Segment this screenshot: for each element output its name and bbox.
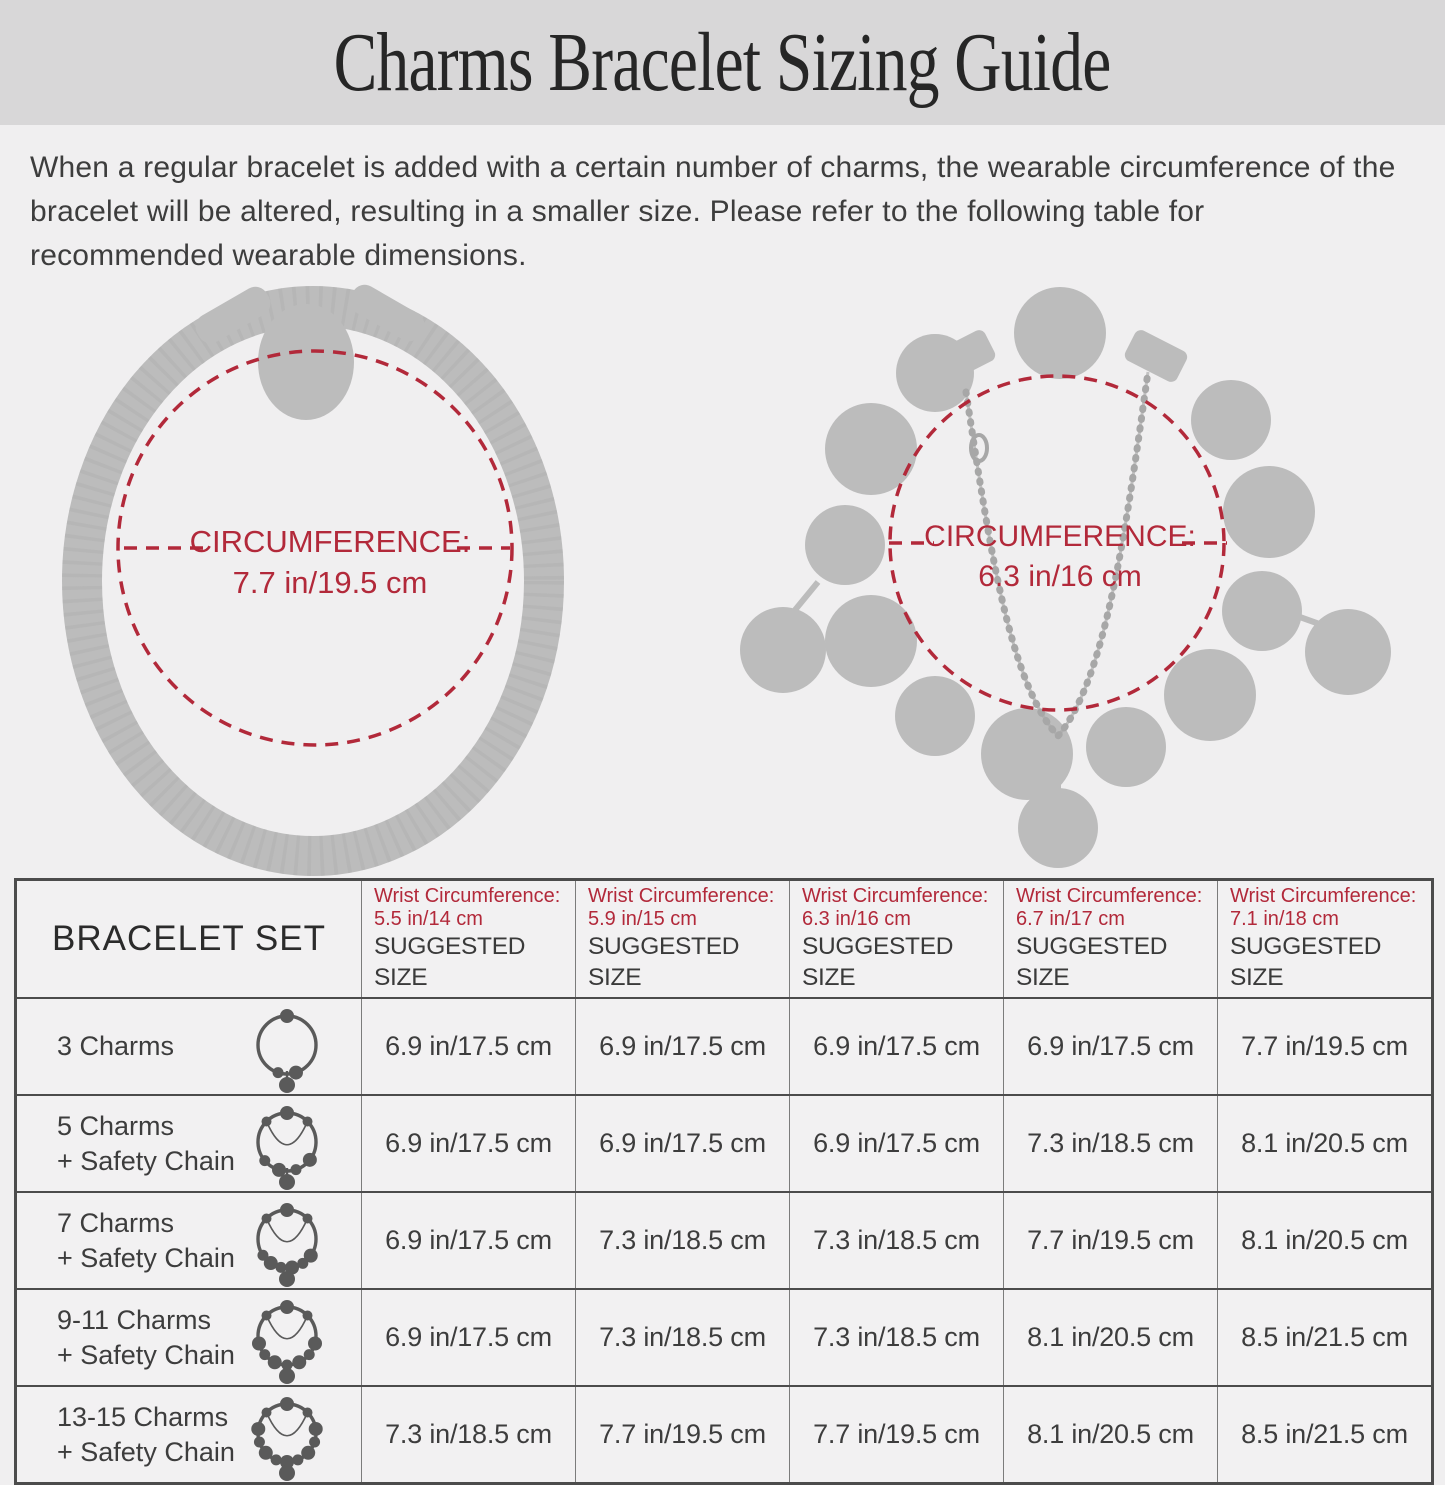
suggested-size-cell: 6.9 in/17.5 cm	[576, 998, 790, 1095]
wrist-circumference-value: 5.5 in/14 cm	[374, 908, 483, 930]
suggested-size-label: SUGGESTED SIZE	[1230, 933, 1382, 991]
suggested-size-cell: 6.9 in/17.5 cm	[362, 1095, 576, 1192]
wrist-circumference-label: Wrist Circumference:	[588, 885, 775, 907]
bracelet-set-cell	[16, 998, 362, 1095]
suggested-size-cell: 8.5 in/21.5 cm	[1218, 1386, 1433, 1484]
suggested-size-cell: 7.3 in/18.5 cm	[576, 1192, 790, 1289]
charm-bracelet-diagram	[740, 287, 1391, 868]
bracelet-set-icon	[240, 999, 335, 1094]
suggested-size-cell: 8.1 in/20.5 cm	[1004, 1386, 1218, 1484]
wrist-circumference-value: 7.1 in/18 cm	[1230, 908, 1339, 930]
suggested-size-cell: 8.1 in/20.5 cm	[1004, 1289, 1218, 1386]
suggested-size-cell: 6.9 in/17.5 cm	[1004, 998, 1218, 1095]
suggested-size-cell: 7.3 in/18.5 cm	[576, 1289, 790, 1386]
suggested-size-cell: 7.3 in/18.5 cm	[362, 1386, 576, 1484]
plain-bracelet-diagram	[82, 280, 544, 856]
suggested-size-label: SUGGESTED SIZE	[1016, 933, 1168, 991]
table-row	[16, 1192, 1433, 1289]
suggested-size-label: SUGGESTED SIZE	[374, 933, 526, 991]
suggested-size-cell: 7.3 in/18.5 cm	[790, 1289, 1004, 1386]
row-label: 5 Charms + Safety Chain	[57, 1110, 235, 1176]
table-row	[16, 1095, 1433, 1192]
bracelet-set-cell	[16, 1095, 362, 1192]
circumference-label: CIRCUMFERENCE:	[924, 520, 1196, 553]
suggested-size-cell: 6.9 in/17.5 cm	[362, 998, 576, 1095]
bracelet-clasp	[258, 304, 354, 420]
bracelet-set-header: BRACELET SET	[16, 880, 362, 999]
wrist-circumference-label: Wrist Circumference:	[374, 885, 561, 907]
table-row	[16, 998, 1433, 1095]
suggested-size-cell: 6.9 in/17.5 cm	[362, 1289, 576, 1386]
title-strip	[0, 0, 1445, 125]
suggested-size-label: SUGGESTED SIZE	[802, 933, 954, 991]
suggested-size-cell: 7.7 in/19.5 cm	[1218, 998, 1433, 1095]
bracelet-set-icon	[240, 1387, 335, 1482]
wrist-circumference-value: 6.3 in/16 cm	[802, 908, 911, 930]
bracelet-set-cell	[16, 1386, 362, 1484]
suggested-size-cell: 6.9 in/17.5 cm	[576, 1095, 790, 1192]
table-row	[16, 1386, 1433, 1484]
circumference-value: 6.3 in/16 cm	[978, 560, 1142, 593]
row-label: 9-11 Charms + Safety Chain	[57, 1304, 235, 1370]
suggested-size-cell: 6.9 in/17.5 cm	[362, 1192, 576, 1289]
bracelet-diagrams	[0, 280, 1445, 878]
suggested-size-cell: 7.7 in/19.5 cm	[1004, 1192, 1218, 1289]
wrist-circumference-header	[790, 880, 1004, 999]
sizing-table	[14, 878, 1434, 1485]
bracelet-set-cell	[16, 1289, 362, 1386]
suggested-size-cell: 8.5 in/21.5 cm	[1218, 1289, 1433, 1386]
suggested-size-cell: 7.3 in/18.5 cm	[1004, 1095, 1218, 1192]
row-label: 3 Charms	[57, 1031, 175, 1061]
suggested-size-cell: 6.9 in/17.5 cm	[790, 1095, 1004, 1192]
suggested-size-cell: 7.3 in/18.5 cm	[790, 1192, 1004, 1289]
table-header-row	[16, 880, 1433, 999]
safety-chain	[966, 372, 1148, 736]
circumference-label: CIRCUMFERENCE:	[189, 524, 471, 559]
suggested-size-cell: 8.1 in/20.5 cm	[1218, 1192, 1433, 1289]
bracelet-set-icon	[240, 1290, 335, 1385]
row-label: 7 Charms + Safety Chain	[57, 1207, 235, 1273]
intro-paragraph: When a regular bracelet is added with a certain number of charms, the wearable circumference of the bracelet will be altered, resulting in a smaller size. Please refer to the following table for recommended wearable dimensions.	[30, 151, 1396, 272]
wrist-circumference-header	[1218, 880, 1433, 999]
wrist-circumference-value: 6.7 in/17 cm	[1016, 908, 1125, 930]
table-row	[16, 1289, 1433, 1386]
bracelet-set-cell	[16, 1192, 362, 1289]
wrist-circumference-header	[362, 880, 576, 999]
wrist-circumference-label: Wrist Circumference:	[1230, 885, 1417, 907]
suggested-size-cell: 7.7 in/19.5 cm	[790, 1386, 1004, 1484]
suggested-size-label: SUGGESTED SIZE	[588, 933, 740, 991]
wrist-circumference-label: Wrist Circumference:	[1016, 885, 1203, 907]
bracelet-set-icon	[240, 1096, 335, 1191]
wrist-circumference-header	[1004, 880, 1218, 999]
page-title: Charms Bracelet Sizing Guide	[334, 16, 1111, 109]
circumference-value: 7.7 in/19.5 cm	[232, 565, 428, 600]
wrist-circumference-value: 5.9 in/15 cm	[588, 908, 697, 930]
suggested-size-cell: 6.9 in/17.5 cm	[790, 998, 1004, 1095]
suggested-size-cell: 8.1 in/20.5 cm	[1218, 1095, 1433, 1192]
wrist-circumference-header	[576, 880, 790, 999]
bracelet-set-icon	[240, 1193, 335, 1288]
row-label: 13-15 Charms + Safety Chain	[57, 1401, 235, 1467]
wrist-circumference-label: Wrist Circumference:	[802, 885, 989, 907]
suggested-size-cell: 7.7 in/19.5 cm	[576, 1386, 790, 1484]
